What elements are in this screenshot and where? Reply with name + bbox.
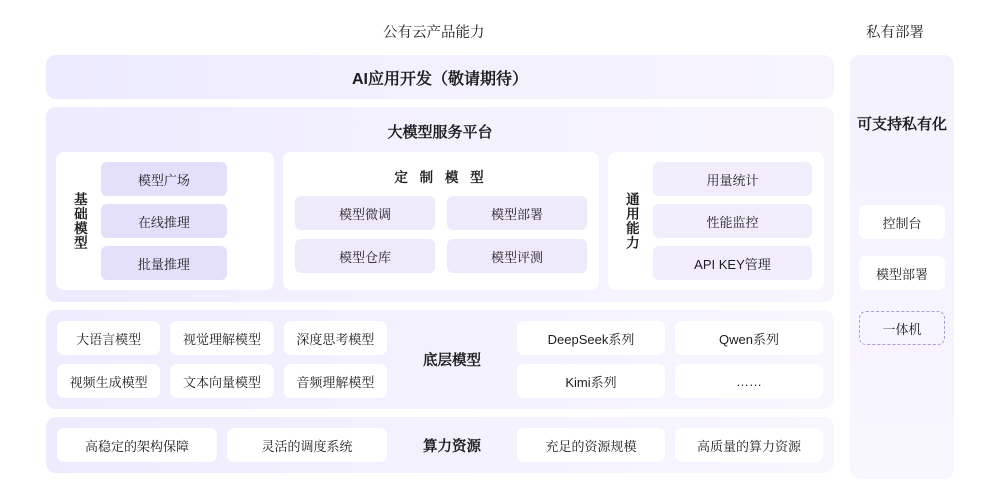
general-capability-group (608, 152, 824, 290)
base-models-layer (46, 310, 834, 409)
chip-model-evaluation[interactable]: 模型评测 (447, 239, 587, 273)
private-deployment-title: 可支持私有化 (856, 116, 947, 133)
chip-performance-monitor[interactable]: 性能监控 (653, 204, 812, 238)
chip-all-in-one-machine[interactable]: 一体机 (859, 311, 945, 345)
custom-model-group-title: 定 制 模 型 (394, 170, 488, 185)
private-deployment-heading: 私有部署 (866, 25, 924, 41)
chip-batch-inference[interactable]: 批量推理 (101, 246, 227, 280)
chip-online-inference[interactable]: 在线推理 (101, 204, 227, 238)
chip-more-series[interactable]: …… (675, 364, 823, 398)
chip-model-repository[interactable]: 模型仓库 (295, 239, 435, 273)
platform-layer-title: 大模型服务平台 (387, 124, 493, 141)
chip-api-key-management[interactable]: API KEY管理 (653, 246, 812, 280)
public-cloud-heading: 公有云产品能力 (383, 25, 485, 41)
chip-video-generation-model[interactable]: 视频生成模型 (57, 364, 160, 398)
general-capability-group-title: 通用能力 (623, 192, 639, 250)
chip-usage-statistics[interactable]: 用量统计 (653, 162, 812, 196)
base-models-families (517, 321, 823, 398)
ai-application-layer-title: AI应用开发（敬请期待） (351, 70, 528, 88)
chip-llm[interactable]: 大语言模型 (57, 321, 160, 355)
chip-deepseek-series[interactable]: DeepSeek系列 (517, 321, 665, 355)
platform-groups (56, 152, 824, 290)
chip-vision-model[interactable]: 视觉理解模型 (170, 321, 273, 355)
base-models-layer-title: 底层模型 (423, 353, 481, 369)
chip-model-plaza[interactable]: 模型广场 (101, 162, 227, 196)
chip-qwen-series[interactable]: Qwen系列 (675, 321, 823, 355)
public-cloud-column (46, 55, 834, 473)
chip-text-embedding-model[interactable]: 文本向量模型 (170, 364, 273, 398)
compute-left-items (57, 428, 387, 462)
compute-resource-layer (46, 417, 834, 473)
chip-reasoning-model[interactable]: 深度思考模型 (284, 321, 387, 355)
custom-model-group (283, 152, 599, 290)
base-models-capabilities (57, 321, 387, 398)
ai-application-layer (46, 55, 834, 99)
compute-right-items (517, 428, 823, 462)
compute-resource-layer-title: 算力资源 (423, 438, 481, 455)
base-model-group (56, 152, 274, 290)
private-deployment-column (850, 55, 954, 479)
chip-sufficient-resources[interactable]: 充足的资源规模 (517, 428, 665, 462)
chip-model-deploy[interactable]: 模型部署 (447, 196, 587, 230)
chip-model-finetune[interactable]: 模型微调 (295, 196, 435, 230)
chip-flexible-scheduling[interactable]: 灵活的调度系统 (227, 428, 387, 462)
chip-kimi-series[interactable]: Kimi系列 (517, 364, 665, 398)
chip-console[interactable]: 控制台 (859, 205, 945, 239)
model-service-platform-layer (46, 107, 834, 302)
chip-high-quality-compute[interactable]: 高质量的算力资源 (675, 428, 823, 462)
chip-private-model-deploy[interactable]: 模型部署 (859, 256, 945, 290)
chip-audio-understanding-model[interactable]: 音频理解模型 (284, 364, 387, 398)
base-model-group-title: 基础模型 (71, 192, 87, 250)
chip-stable-architecture[interactable]: 高稳定的架构保障 (57, 428, 217, 462)
